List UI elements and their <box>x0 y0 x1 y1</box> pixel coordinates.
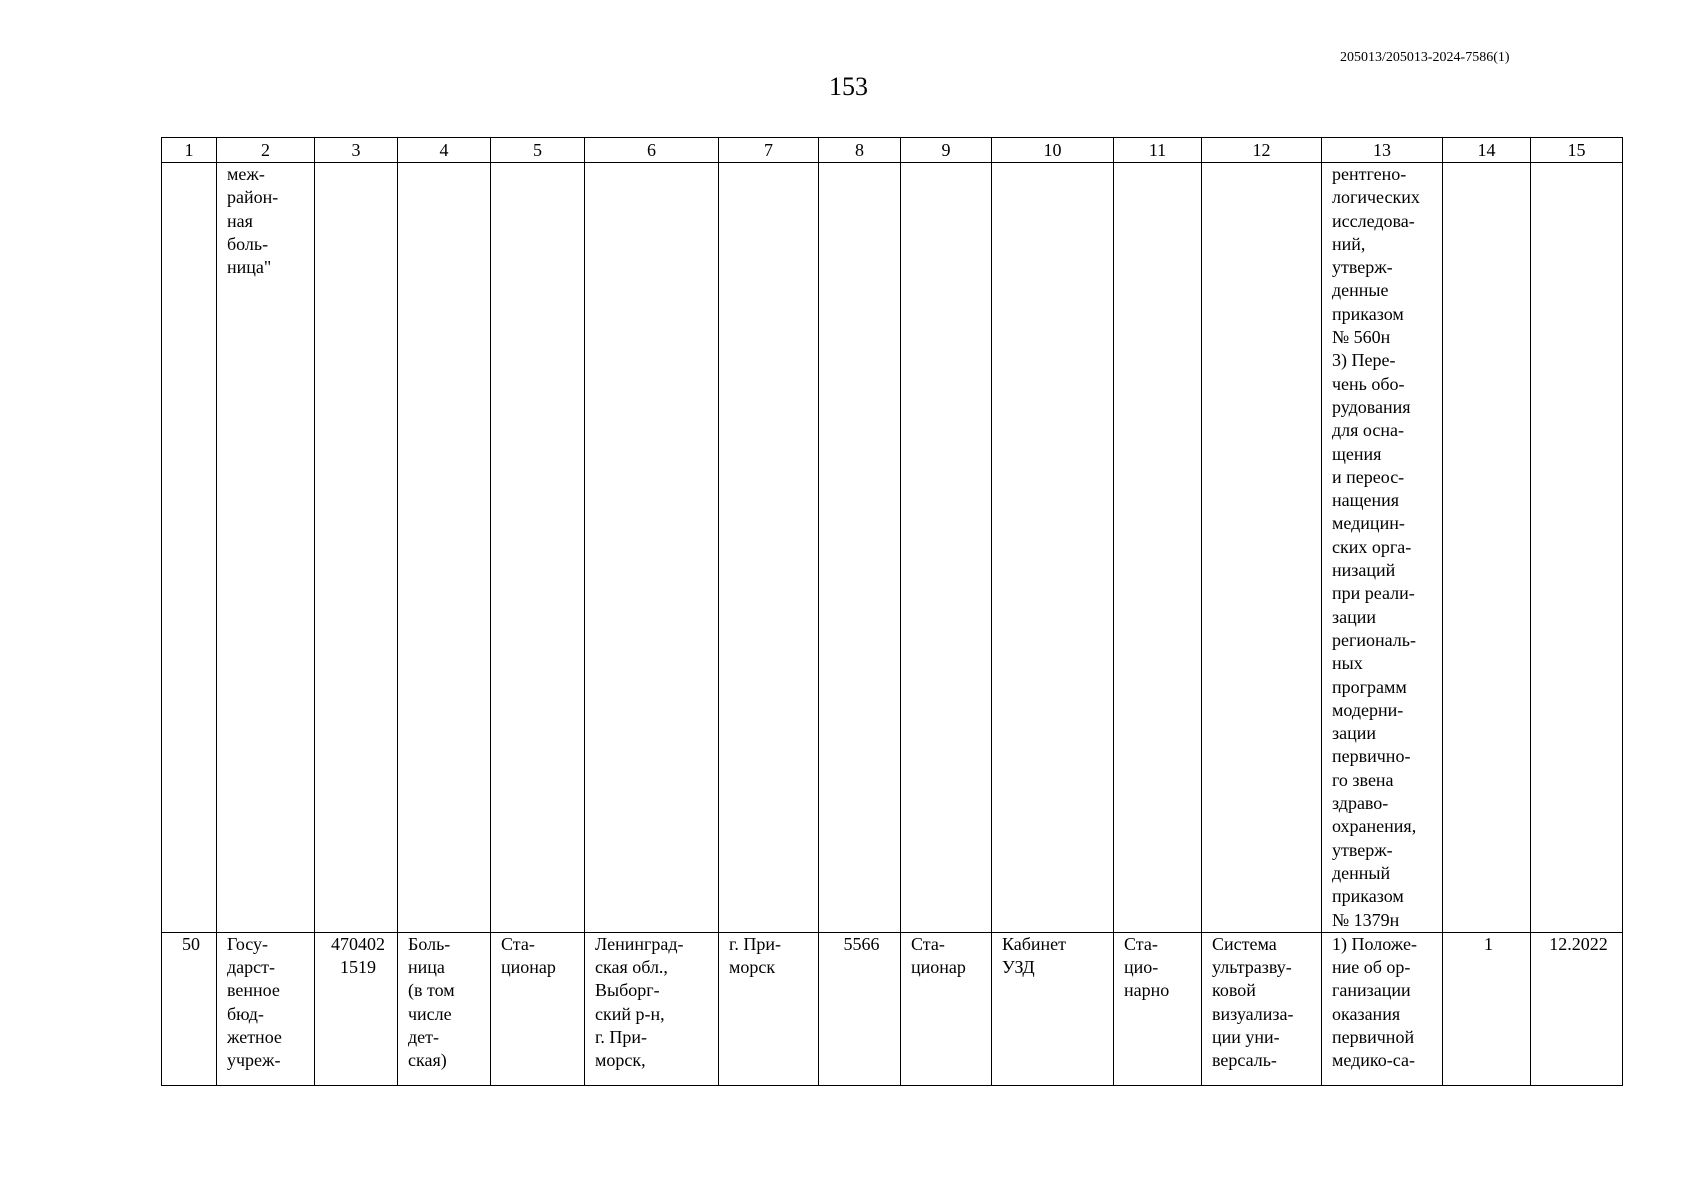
cell-line: г. При- <box>595 1026 647 1047</box>
cell-value <box>819 163 901 933</box>
cell-line: венное <box>227 980 280 1001</box>
cell-line: 1519 <box>340 957 376 978</box>
cell-line: для осна- <box>1332 420 1404 441</box>
cell-line: Выборг- <box>595 980 660 1001</box>
cell-line: г. При- <box>729 933 781 954</box>
cell-institution-type <box>398 932 491 1085</box>
cell-equipment <box>1202 163 1322 933</box>
cell-line: ница <box>408 957 445 978</box>
cell-settlement <box>719 932 819 1085</box>
cell-value <box>819 932 901 1085</box>
cell-line: ных <box>1332 653 1363 674</box>
cell-line: Ста- <box>501 933 535 954</box>
cell-line: первично- <box>1332 746 1411 767</box>
cell-line: боль- <box>227 233 269 254</box>
cell-line: ница" <box>227 257 272 278</box>
cell-line: приказом <box>1332 886 1404 907</box>
cell-line: ских орга- <box>1332 536 1412 557</box>
column-header: 13 <box>1322 138 1443 163</box>
table-row <box>162 163 1623 933</box>
cell-line: учреж- <box>227 1050 281 1071</box>
cell-equipment <box>1202 932 1322 1085</box>
cell-line: № 560н <box>1332 327 1391 348</box>
cell-line: зации <box>1332 606 1376 627</box>
cell-line: зации <box>1332 723 1376 744</box>
cell-line: утверж- <box>1332 257 1393 278</box>
column-number-row <box>162 138 1623 163</box>
cell-line: визуализа- <box>1212 1003 1294 1024</box>
column-header: 5 <box>491 138 585 163</box>
cell-line: здраво- <box>1332 793 1389 814</box>
cell-line: Ста- <box>1124 933 1158 954</box>
column-header: 12 <box>1202 138 1322 163</box>
cell-line: Ленинград- <box>595 933 684 954</box>
cell-line: Система <box>1212 933 1277 954</box>
cell-code <box>315 932 398 1085</box>
cell-line: оказания <box>1332 1003 1401 1024</box>
cell-quantity <box>1443 932 1531 1085</box>
cell-line: ская обл., <box>595 957 668 978</box>
cell-department <box>992 932 1114 1085</box>
cell-line: бюд- <box>227 1003 264 1024</box>
cell-quantity <box>1443 163 1531 933</box>
cell-condition <box>901 932 992 1085</box>
cell-line: модерни- <box>1332 699 1404 720</box>
cell-line: первичной <box>1332 1026 1415 1047</box>
cell-line: щения <box>1332 443 1382 464</box>
cell-number <box>162 932 217 1085</box>
cell-line: ции уни- <box>1212 1026 1280 1047</box>
cell-line: версаль- <box>1212 1050 1277 1071</box>
cell-line: жетное <box>227 1026 282 1047</box>
column-header: 3 <box>315 138 398 163</box>
cell-line: Госу- <box>227 933 269 954</box>
cell-date <box>1531 932 1623 1085</box>
cell-line: ние об ор- <box>1332 957 1411 978</box>
cell-line: низаций <box>1332 560 1396 581</box>
cell-line: УЗД <box>1002 957 1035 978</box>
cell-conditions <box>1114 163 1202 933</box>
cell-line: рудования <box>1332 396 1411 417</box>
cell-line: район- <box>227 187 279 208</box>
cell-line: (в том <box>408 980 455 1001</box>
column-header: 6 <box>585 138 719 163</box>
cell-department <box>992 163 1114 933</box>
cell-line: ковой <box>1212 980 1256 1001</box>
page-number: 153 <box>829 72 868 101</box>
cell-line: 5566 <box>843 933 880 954</box>
cell-code <box>315 163 398 933</box>
cell-line: медико-са- <box>1332 1050 1415 1071</box>
cell-address <box>585 932 719 1085</box>
cell-line: числе <box>408 1003 452 1024</box>
cell-line: Боль- <box>408 933 451 954</box>
cell-line: ционар <box>501 957 556 978</box>
cell-settlement <box>719 163 819 933</box>
cell-condition <box>901 163 992 933</box>
column-header: 8 <box>819 138 901 163</box>
cell-institution-type <box>398 163 491 933</box>
cell-line: 470402 <box>331 933 385 954</box>
cell-line: ная <box>227 210 253 231</box>
cell-line: охранения, <box>1332 816 1417 837</box>
cell-line: 1) Положе- <box>1332 933 1417 954</box>
cell-line: дет- <box>408 1026 440 1047</box>
cell-line: 12.2022 <box>1549 933 1608 954</box>
cell-line: Кабинет <box>1002 933 1067 954</box>
column-header: 7 <box>719 138 819 163</box>
cell-line: ний, <box>1332 233 1366 254</box>
cell-line: исследова- <box>1332 210 1415 231</box>
cell-line: цио- <box>1124 957 1159 978</box>
cell-line: морск <box>729 957 776 978</box>
cell-line: нарно <box>1124 980 1170 1001</box>
cell-line: морск, <box>595 1050 646 1071</box>
table-row <box>162 932 1623 1085</box>
cell-line: утверж- <box>1332 839 1393 860</box>
cell-line: 1 <box>1484 933 1493 954</box>
column-header: 14 <box>1443 138 1531 163</box>
cell-line: № 1379н <box>1332 909 1400 930</box>
cell-care-form <box>491 932 585 1085</box>
column-header: 9 <box>901 138 992 163</box>
cell-line: программ <box>1332 676 1407 697</box>
cell-line: денные <box>1332 280 1389 301</box>
column-header: 15 <box>1531 138 1623 163</box>
cell-line: меж- <box>227 164 265 184</box>
column-header: 10 <box>992 138 1114 163</box>
document-id: 205013/205013-2024-7586(1) <box>1340 50 1510 65</box>
cell-line: ский р-н, <box>595 1003 665 1024</box>
cell-line: логических <box>1332 187 1420 208</box>
registry-table <box>161 137 1623 1086</box>
cell-line: 3) Пере- <box>1332 350 1396 371</box>
column-header: 1 <box>162 138 217 163</box>
cell-regulation <box>1322 163 1443 933</box>
cell-line: ультразву- <box>1212 957 1292 978</box>
cell-line: и переос- <box>1332 466 1405 487</box>
column-header: 2 <box>217 138 315 163</box>
cell-line: ционар <box>911 957 966 978</box>
cell-institution-name <box>217 163 315 933</box>
column-header: 4 <box>398 138 491 163</box>
cell-number <box>162 163 217 933</box>
cell-line: при реали- <box>1332 583 1415 604</box>
cell-conditions <box>1114 932 1202 1085</box>
cell-address <box>585 163 719 933</box>
cell-line: региональ- <box>1332 629 1416 650</box>
cell-institution-name <box>217 932 315 1085</box>
cell-line: нащения <box>1332 490 1400 511</box>
cell-line: дарст- <box>227 957 275 978</box>
cell-care-form <box>491 163 585 933</box>
cell-line: ганизации <box>1332 980 1411 1001</box>
cell-line: Ста- <box>911 933 945 954</box>
cell-line: приказом <box>1332 303 1404 324</box>
cell-line: рентгено- <box>1332 164 1407 184</box>
cell-date <box>1531 163 1623 933</box>
cell-line: медицин- <box>1332 513 1405 534</box>
cell-line: денный <box>1332 862 1391 883</box>
cell-line: ская) <box>408 1050 447 1071</box>
column-header: 11 <box>1114 138 1202 163</box>
cell-regulation <box>1322 932 1443 1085</box>
cell-line: 50 <box>182 933 200 954</box>
cell-line: чень обо- <box>1332 373 1405 394</box>
cell-line: го звена <box>1332 769 1394 790</box>
